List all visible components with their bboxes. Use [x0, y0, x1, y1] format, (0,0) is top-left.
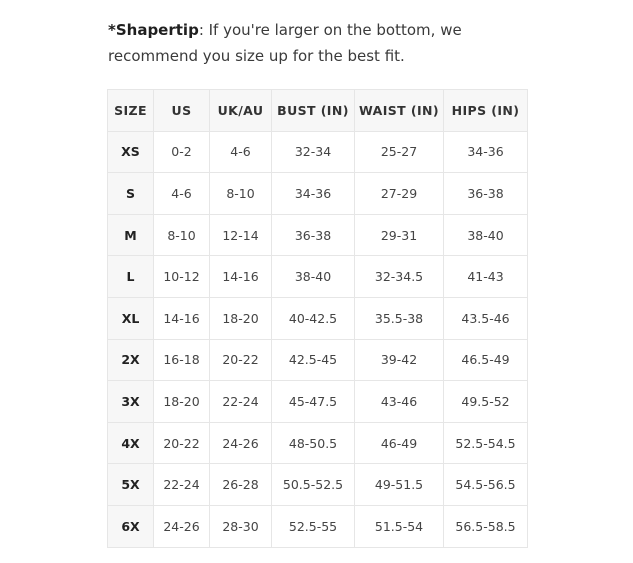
- hips-range: 38-40: [444, 214, 528, 256]
- waist-range: 39-42: [355, 339, 444, 381]
- size-label: XS: [108, 131, 154, 173]
- table-row: [108, 422, 528, 464]
- hips-range: 49.5-52: [444, 381, 528, 423]
- uk-au-size: 24-26: [210, 422, 272, 464]
- shapertip-note: [108, 17, 538, 69]
- size-chart-body: [108, 131, 528, 547]
- hips-range: 36-38: [444, 173, 528, 215]
- uk-au-size: 14-16: [210, 256, 272, 298]
- waist-range: 43-46: [355, 381, 444, 423]
- waist-range: 35.5-38: [355, 297, 444, 339]
- uk-au-size: 28-30: [210, 505, 272, 547]
- bust-range: 40-42.5: [272, 297, 355, 339]
- table-row: [108, 173, 528, 215]
- shapertip-text: : If you're larger on the bottom, we recommend you size up for the best fit.: [108, 21, 462, 65]
- bust-range: 32-34: [272, 131, 355, 173]
- waist-range: 27-29: [355, 173, 444, 215]
- bust-range: 42.5-45: [272, 339, 355, 381]
- waist-range: 51.5-54: [355, 505, 444, 547]
- size-chart-table: [107, 89, 528, 548]
- table-row: [108, 339, 528, 381]
- uk-au-size: 22-24: [210, 381, 272, 423]
- size-label: L: [108, 256, 154, 298]
- uk-au-size: 8-10: [210, 173, 272, 215]
- size-label: XL: [108, 297, 154, 339]
- us-size: 22-24: [154, 464, 210, 506]
- header-hips: HIPS (IN): [444, 90, 528, 132]
- size-label: 2X: [108, 339, 154, 381]
- size-label: 6X: [108, 505, 154, 547]
- hips-range: 34-36: [444, 131, 528, 173]
- table-row: [108, 297, 528, 339]
- size-label: M: [108, 214, 154, 256]
- waist-range: 25-27: [355, 131, 444, 173]
- bust-range: 50.5-52.5: [272, 464, 355, 506]
- us-size: 0-2: [154, 131, 210, 173]
- us-size: 20-22: [154, 422, 210, 464]
- uk-au-size: 4-6: [210, 131, 272, 173]
- table-row: [108, 214, 528, 256]
- us-size: 4-6: [154, 173, 210, 215]
- table-row: [108, 505, 528, 547]
- bust-range: 34-36: [272, 173, 355, 215]
- bust-range: 48-50.5: [272, 422, 355, 464]
- uk-au-size: 12-14: [210, 214, 272, 256]
- size-label: 4X: [108, 422, 154, 464]
- waist-range: 49-51.5: [355, 464, 444, 506]
- header-uk-au: UK/AU: [210, 90, 272, 132]
- us-size: 18-20: [154, 381, 210, 423]
- uk-au-size: 20-22: [210, 339, 272, 381]
- hips-range: 54.5-56.5: [444, 464, 528, 506]
- header-bust: BUST (IN): [272, 90, 355, 132]
- hips-range: 43.5-46: [444, 297, 528, 339]
- us-size: 10-12: [154, 256, 210, 298]
- table-row: [108, 464, 528, 506]
- header-row: [108, 90, 528, 132]
- shapertip-label: *Shapertip: [108, 21, 199, 39]
- header-size: SIZE: [108, 90, 154, 132]
- hips-range: 52.5-54.5: [444, 422, 528, 464]
- us-size: 16-18: [154, 339, 210, 381]
- waist-range: 46-49: [355, 422, 444, 464]
- table-row: [108, 131, 528, 173]
- bust-range: 38-40: [272, 256, 355, 298]
- us-size: 8-10: [154, 214, 210, 256]
- table-row: [108, 256, 528, 298]
- size-label: 3X: [108, 381, 154, 423]
- uk-au-size: 26-28: [210, 464, 272, 506]
- size-chart-header: [108, 90, 528, 132]
- header-waist: WAIST (IN): [355, 90, 444, 132]
- size-label: S: [108, 173, 154, 215]
- table-row: [108, 381, 528, 423]
- bust-range: 36-38: [272, 214, 355, 256]
- bust-range: 52.5-55: [272, 505, 355, 547]
- uk-au-size: 18-20: [210, 297, 272, 339]
- bust-range: 45-47.5: [272, 381, 355, 423]
- size-label: 5X: [108, 464, 154, 506]
- us-size: 24-26: [154, 505, 210, 547]
- waist-range: 29-31: [355, 214, 444, 256]
- header-us: US: [154, 90, 210, 132]
- hips-range: 56.5-58.5: [444, 505, 528, 547]
- hips-range: 46.5-49: [444, 339, 528, 381]
- us-size: 14-16: [154, 297, 210, 339]
- hips-range: 41-43: [444, 256, 528, 298]
- waist-range: 32-34.5: [355, 256, 444, 298]
